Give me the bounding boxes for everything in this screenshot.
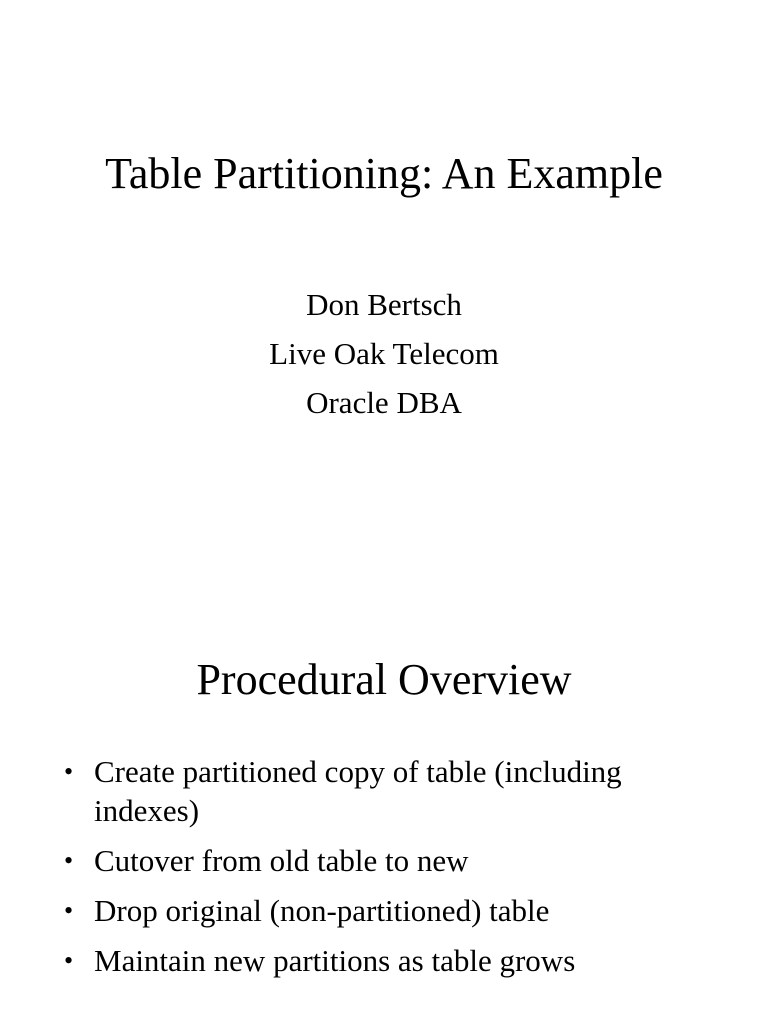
bullet-icon: • (64, 757, 74, 786)
bullet-icon: • (64, 896, 74, 925)
list-item (0, 941, 700, 980)
slide-title: Procedural Overview (196, 655, 572, 704)
list-item (0, 841, 700, 880)
bullet-text: Maintain new partitions as table grows (94, 943, 576, 978)
presenter-company: Live Oak Telecom (269, 336, 499, 371)
bullet-icon: • (64, 946, 74, 975)
bullet-text: Create partitioned copy of table (including indexes) (94, 754, 622, 828)
list-item (0, 891, 700, 930)
overview-slide (0, 512, 768, 1024)
presenter-role: Oracle DBA (306, 385, 462, 420)
presenter-name: Don Bertsch (306, 287, 462, 322)
bullet-text: Drop original (non-partitioned) table (94, 893, 550, 928)
slide-title: Table Partitioning: An Example (105, 149, 663, 198)
list-item (0, 752, 700, 830)
presenter-info (0, 280, 768, 427)
bullet-list (0, 752, 700, 991)
bullet-text: Cutover from old table to new (94, 843, 469, 878)
bullet-icon: • (64, 846, 74, 875)
